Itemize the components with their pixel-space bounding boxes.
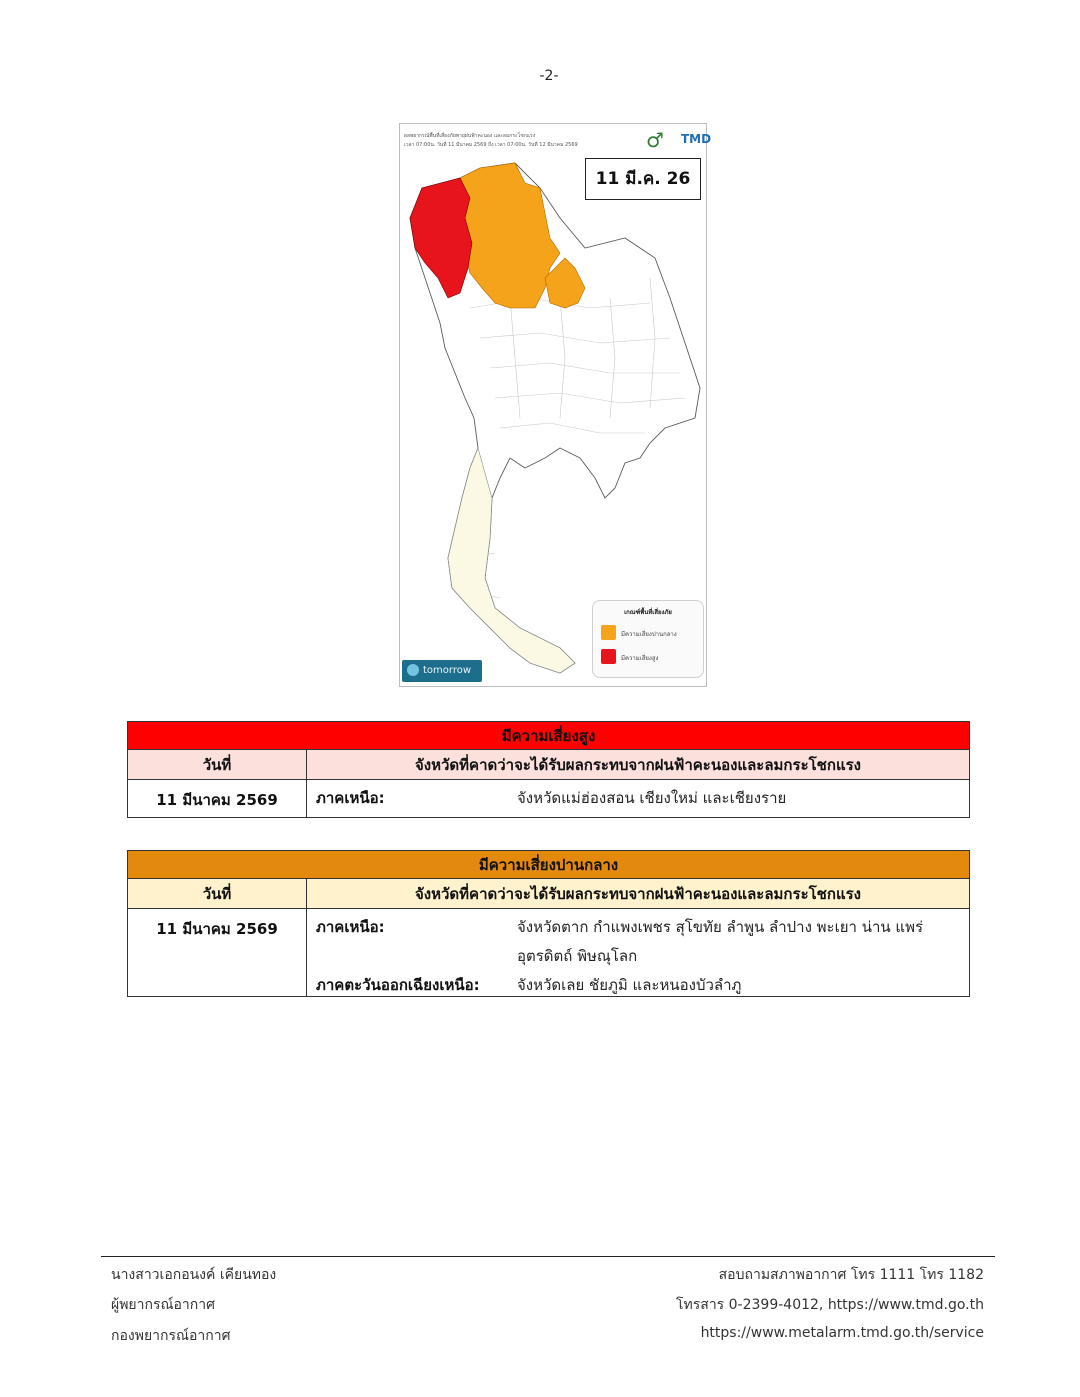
contact-phone: สอบถามสภาพอากาศ โทร 1111 โทร 1182: [718, 1267, 984, 1283]
high-risk-title: มีความเสี่ยงสูง: [128, 722, 970, 750]
map-date-label: 11 มี.ค. 26: [585, 158, 701, 200]
forecaster-name: นางสาวเอกอนงค์ เคียนทอง: [111, 1267, 277, 1283]
medium-risk-date: 11 มีนาคม 2569: [128, 909, 307, 997]
map-header-title: ผลพยากรณ์พื้นที่เสี่ยงภัยพายุฝนฟ้าคะนอง และลมกระโชกแรง: [404, 133, 536, 139]
map-header: [400, 124, 712, 158]
tomorrow-icon: [407, 664, 419, 676]
high-risk-date: 11 มีนาคม 2569: [128, 780, 307, 818]
medium-risk-region-north: ภาคเหนือ:: [316, 918, 385, 936]
legend-label-medium: มีความเสี่ยงปานกลาง: [621, 631, 677, 638]
metalarm-link[interactable]: https://www.metalarm.tmd.go.th/service: [700, 1325, 984, 1341]
southern-region: [448, 448, 575, 673]
medium-risk-date-header: วันที่: [128, 879, 307, 909]
tmd-logo: TMD: [681, 132, 712, 146]
legend-title: เกณฑ์พื้นที่เสี่ยงภัย: [624, 609, 672, 616]
medium-risk-title: มีความเสี่ยงปานกลาง: [128, 851, 970, 879]
forecaster-division: กองพยากรณ์อากาศ: [111, 1328, 231, 1344]
tomorrow-brand: tomorrow: [423, 665, 472, 676]
medium-risk-provinces-header: จังหวัดที่คาดว่าจะได้รับผลกระทบจากฝนฟ้าคะนองและลมกระโชกแรง: [307, 879, 970, 909]
high-risk-provinces-north: จังหวัดแม่ฮ่องสอน เชียงใหม่ และเชียงราย: [517, 789, 787, 807]
medium-risk-provinces-northeast: จังหวัดเลย ชัยภูมิ และหนองบัวลำภู: [517, 976, 742, 994]
high-risk-provinces-cell: [307, 780, 970, 818]
medium-risk-provinces-north-line1: จังหวัดตาก กำแพงเพชร สุโขทัย ลำพูน ลำปาง พะเยา น่าน แพร่: [517, 918, 924, 936]
map-header-period: เวลา 07:00น. วันที่ 11 มีนาคม 2569 ถึง เวลา 07:00น. วันที่ 12 มีนาคม 2569: [404, 142, 578, 148]
high-risk-area: [410, 178, 472, 298]
high-risk-region-north: ภาคเหนือ:: [316, 789, 385, 807]
weather-drop-logo-icon: ♂: [646, 128, 664, 152]
medium-risk-provinces-north-line2: อุตรดิตถ์ พิษณุโลก: [517, 947, 638, 965]
legend-label-high: มีความเสี่ยงสูง: [621, 655, 659, 662]
risk-map: [399, 123, 712, 687]
contact-fax-website[interactable]: โทรสาร 0-2399-4012, https://www.tmd.go.th: [676, 1297, 984, 1313]
medium-risk-table: [127, 850, 970, 997]
tomorrow-logo: [402, 660, 482, 682]
map-legend: [592, 600, 704, 678]
high-risk-date-header: วันที่: [128, 750, 307, 780]
high-risk-provinces-header: จังหวัดที่คาดว่าจะได้รับผลกระทบจากฝนฟ้าคะนองและลมกระโชกแรง: [307, 750, 970, 780]
forecaster-title: ผู้พยากรณ์อากาศ: [111, 1297, 215, 1313]
medium-risk-region-northeast: ภาคตะวันออกเฉียงเหนือ:: [316, 976, 480, 994]
legend-swatch-high: [601, 649, 616, 664]
footer-divider: [101, 1256, 995, 1257]
page-number: -2-: [539, 68, 559, 84]
high-risk-table: [127, 721, 970, 818]
medium-risk-provinces-cell: [307, 909, 970, 997]
legend-swatch-medium: [601, 625, 616, 640]
